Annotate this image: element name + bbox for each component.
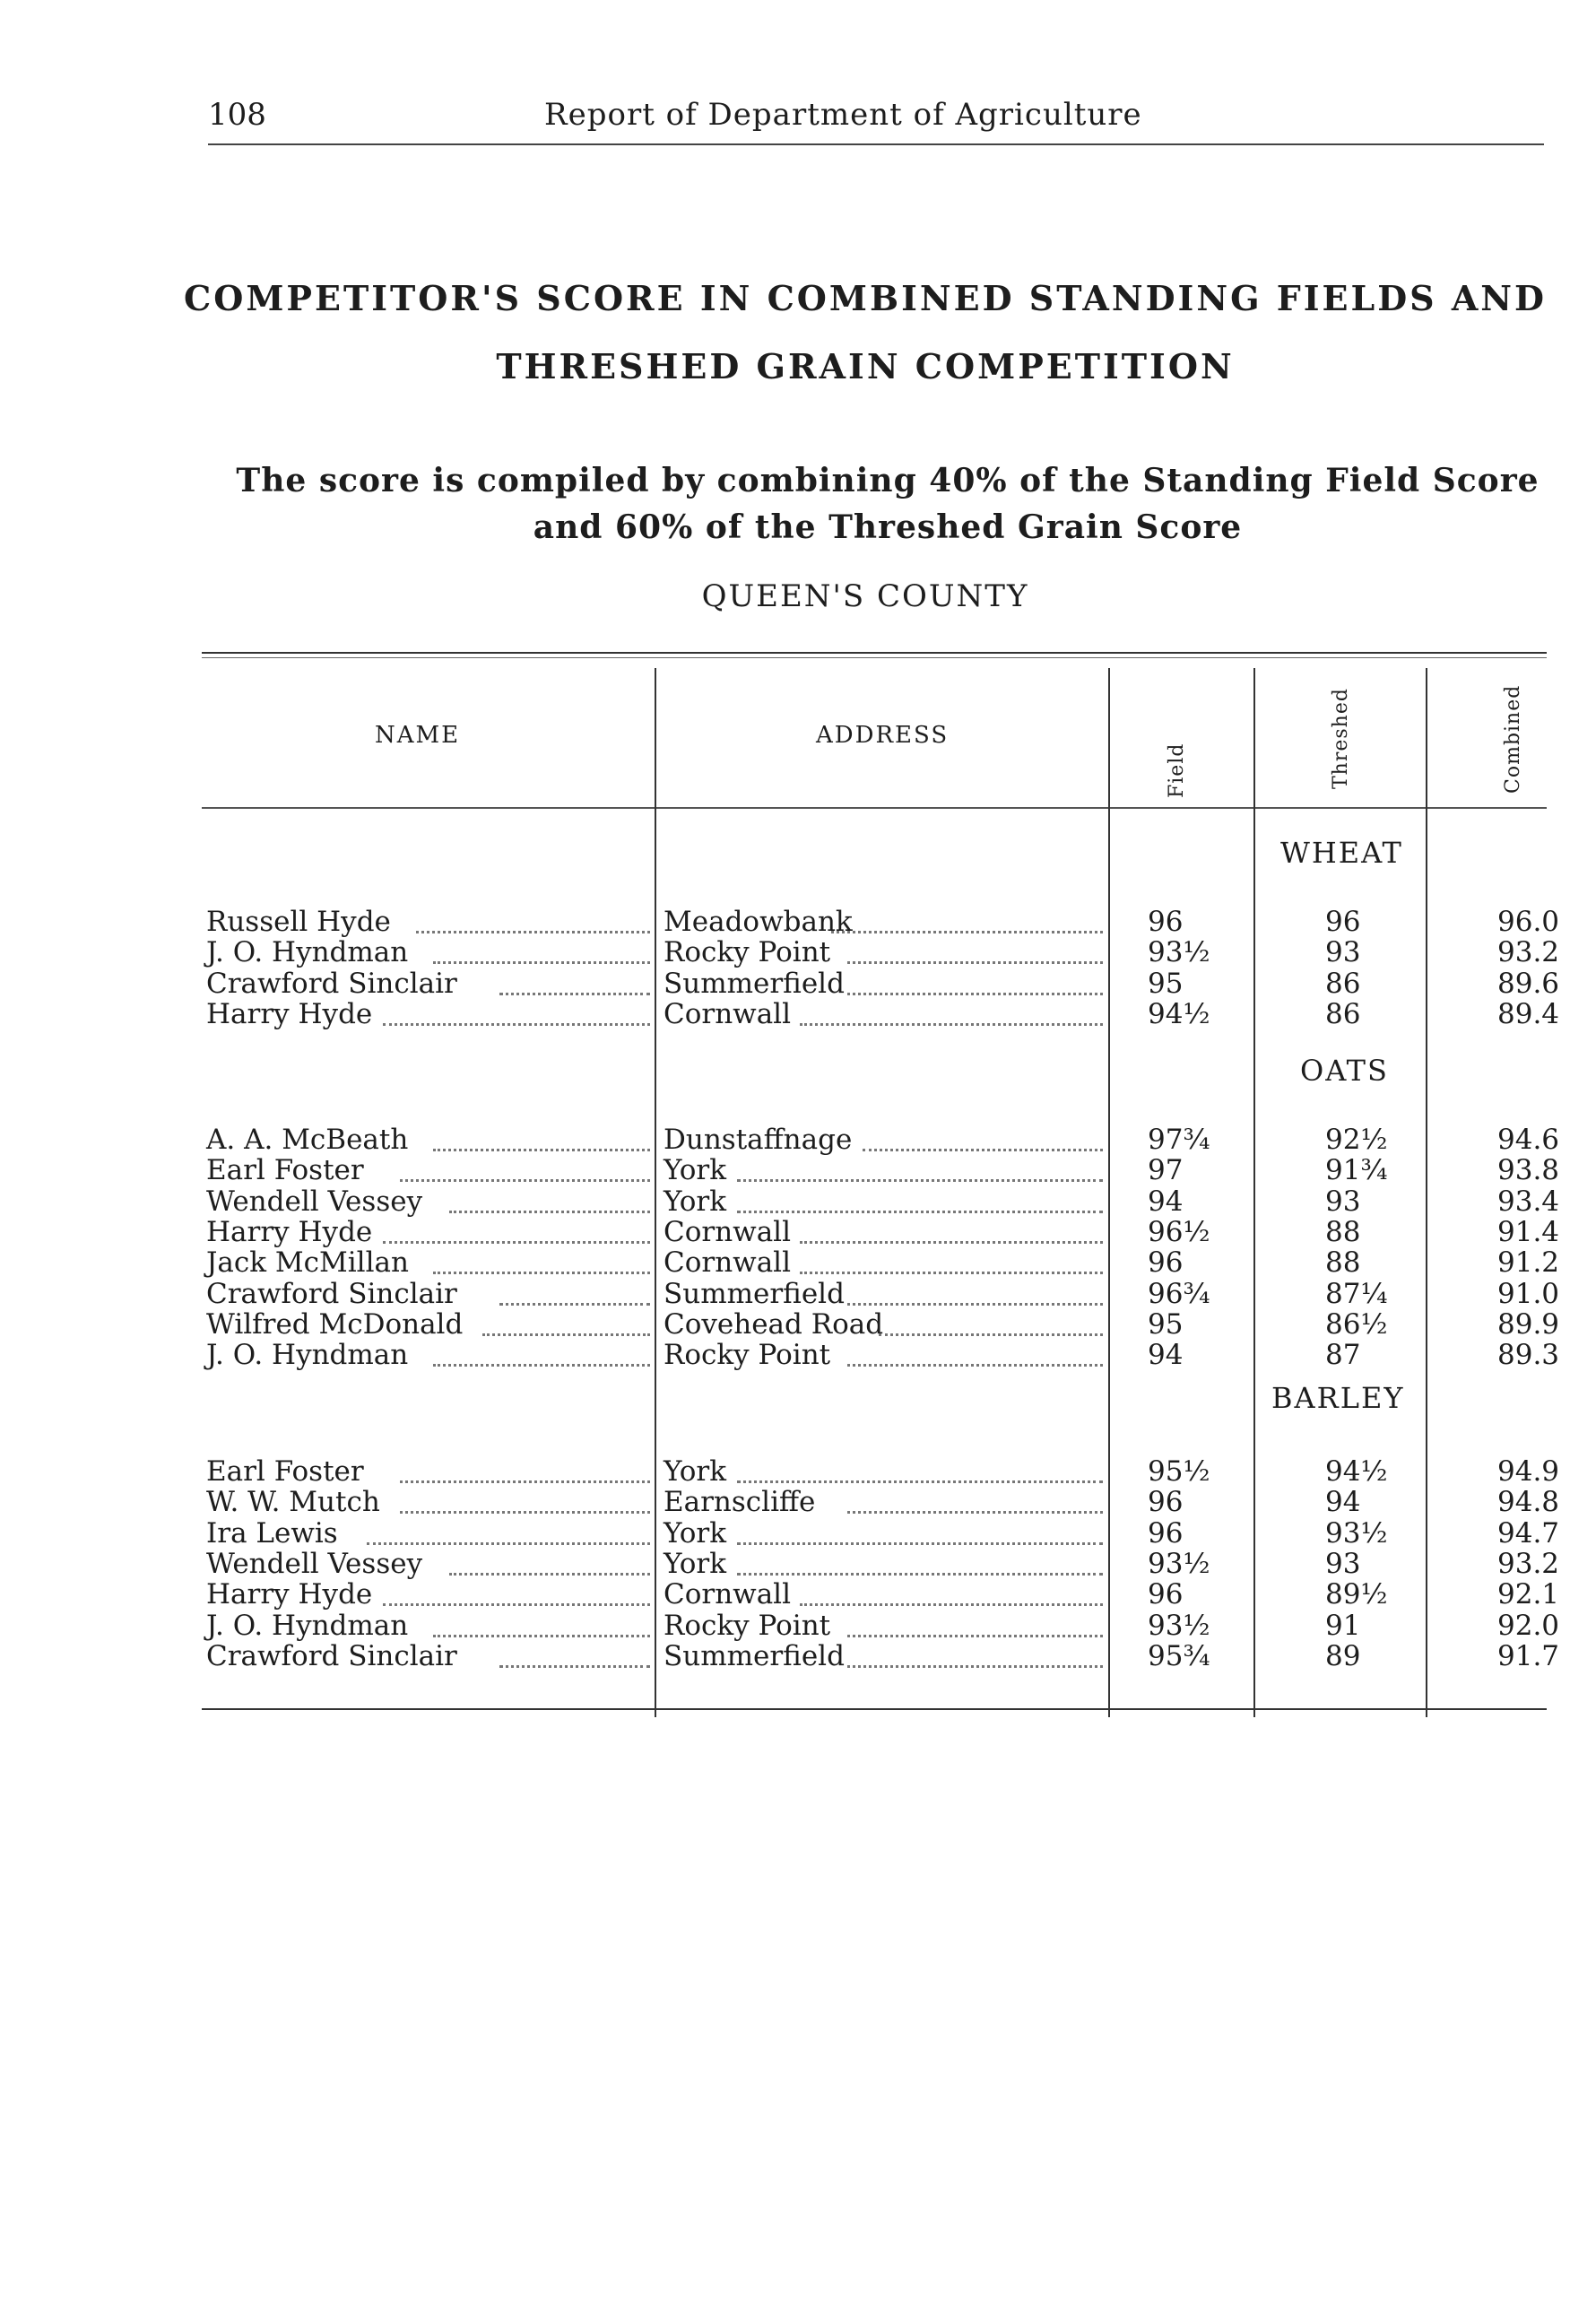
cell-combined: 93.2 (1497, 936, 1560, 968)
cell-threshed: 91 (1325, 1610, 1361, 1642)
table-row (206, 1216, 1560, 1248)
cell-combined: 89.9 (1497, 1308, 1560, 1341)
cell-name: W. W. Mutch (206, 1486, 380, 1518)
leader-dots (367, 1517, 651, 1545)
cell-combined: 96.0 (1497, 906, 1560, 938)
cell-threshed: 94½ (1325, 1455, 1388, 1488)
cell-threshed: 87¼ (1325, 1278, 1388, 1310)
cell-name: Wendell Vessey (206, 1548, 423, 1580)
table-row (206, 1185, 1560, 1218)
section-label: OATS (1300, 1054, 1389, 1088)
cell-name: J. O. Hyndman (206, 1339, 409, 1371)
table-row (206, 968, 1560, 1000)
cell-field: 96 (1148, 906, 1184, 938)
cell-field: 95¾ (1148, 1640, 1210, 1672)
table-top-rule (202, 652, 1547, 654)
cell-name: Wilfred McDonald (206, 1308, 464, 1341)
cell-threshed: 94 (1325, 1486, 1361, 1518)
table-row (206, 1154, 1560, 1186)
leader-dots (847, 1278, 1104, 1306)
cell-address: Cornwall (664, 1246, 792, 1279)
cell-address: Covehead Road (664, 1308, 884, 1341)
table-header-rule (202, 807, 1547, 809)
cell-combined: 92.1 (1497, 1578, 1560, 1610)
leader-dots (800, 998, 1103, 1026)
leader-dots (433, 1610, 651, 1637)
cell-address: York (664, 1517, 727, 1550)
table-row (206, 1278, 1560, 1310)
column-header-field: Field (1166, 742, 1188, 798)
cell-threshed: 96 (1325, 906, 1361, 938)
leader-dots (433, 1246, 651, 1274)
table-top-rule-secondary (202, 657, 1547, 658)
subtitle-line-1: The score is compiled by combining 40% of the Standing Field Score (236, 462, 1540, 499)
cell-address: York (664, 1154, 727, 1186)
cell-threshed: 86 (1325, 968, 1361, 1000)
leader-dots (737, 1185, 1103, 1213)
leader-dots (800, 1578, 1103, 1606)
table-row (206, 1578, 1560, 1610)
cell-field: 96 (1148, 1517, 1184, 1550)
cell-field: 96½ (1148, 1216, 1210, 1248)
cell-threshed: 93 (1325, 936, 1361, 968)
cell-threshed: 86 (1325, 998, 1361, 1030)
cell-address: Cornwall (664, 1578, 792, 1610)
cell-combined: 93.2 (1497, 1548, 1560, 1580)
leader-dots (847, 1640, 1104, 1668)
cell-address: Meadowbank (664, 906, 853, 938)
cell-field: 94 (1148, 1185, 1184, 1218)
cell-threshed: 93 (1325, 1548, 1361, 1580)
table-row (206, 1610, 1560, 1642)
cell-field: 93½ (1148, 936, 1210, 968)
table-row (206, 1339, 1560, 1371)
page-title-line-1: COMPETITOR'S SCORE IN COMBINED STANDING FIELDS AND (184, 278, 1547, 318)
page-number: 108 (208, 97, 266, 133)
cell-name: Harry Hyde (206, 998, 373, 1030)
cell-threshed: 91¾ (1325, 1154, 1388, 1186)
cell-field: 96 (1148, 1486, 1184, 1518)
table-row (206, 1455, 1560, 1488)
county-heading: QUEEN'S COUNTY (701, 578, 1029, 614)
table-bottom-rule (202, 1708, 1547, 1710)
leader-dots (847, 1610, 1104, 1637)
leader-dots (433, 936, 651, 964)
subtitle-line-2: and 60% of the Threshed Grain Score (533, 508, 1243, 546)
cell-name: Ira Lewis (206, 1517, 338, 1550)
leader-dots (800, 1216, 1103, 1244)
cell-name: A. A. McBeath (206, 1124, 409, 1156)
leader-dots (383, 1216, 650, 1244)
cell-name: Crawford Sinclair (206, 1640, 457, 1672)
cell-threshed: 89 (1325, 1640, 1361, 1672)
cell-name: Harry Hyde (206, 1216, 373, 1248)
leader-dots (737, 1154, 1103, 1182)
leader-dots (482, 1308, 650, 1336)
cell-name: Wendell Vessey (206, 1185, 423, 1218)
leader-dots (847, 1339, 1104, 1367)
column-header-combined: Combined (1502, 684, 1524, 794)
cell-threshed: 86½ (1325, 1308, 1388, 1341)
cell-address: Summerfield (664, 1640, 845, 1672)
table-row (206, 1124, 1560, 1156)
leader-dots (879, 1308, 1104, 1336)
leader-dots (416, 906, 650, 933)
leader-dots (400, 1486, 651, 1514)
leader-dots (433, 1339, 651, 1367)
table-row (206, 1486, 1560, 1518)
cell-threshed: 93½ (1325, 1517, 1388, 1550)
running-head (208, 97, 1499, 142)
cell-address: York (664, 1548, 727, 1580)
page-title-line-2: THRESHED GRAIN COMPETITION (496, 346, 1235, 386)
cell-field: 97 (1148, 1154, 1184, 1186)
leader-dots (847, 936, 1104, 964)
cell-combined: 93.4 (1497, 1185, 1560, 1218)
table-row (206, 906, 1560, 938)
cell-name: Earl Foster (206, 1154, 364, 1186)
cell-name: J. O. Hyndman (206, 1610, 409, 1642)
cell-threshed: 88 (1325, 1246, 1361, 1279)
table-row (206, 936, 1560, 968)
leader-dots (863, 1124, 1103, 1151)
cell-address: Rocky Point (664, 1610, 831, 1642)
cell-address: Dunstaffnage (664, 1124, 853, 1156)
leader-dots (499, 1278, 651, 1306)
leader-dots (847, 968, 1104, 995)
leader-dots (400, 1154, 651, 1182)
cell-address: Rocky Point (664, 936, 831, 968)
cell-combined: 91.2 (1497, 1246, 1560, 1279)
header-rule (208, 143, 1544, 145)
cell-field: 97¾ (1148, 1124, 1210, 1156)
cell-address: York (664, 1455, 727, 1488)
cell-combined: 94.6 (1497, 1124, 1560, 1156)
leader-dots (800, 1246, 1103, 1274)
cell-field: 95½ (1148, 1455, 1210, 1488)
table-row (206, 998, 1560, 1030)
cell-combined: 91.4 (1497, 1216, 1560, 1248)
table-row (206, 1517, 1560, 1550)
leader-dots (847, 1486, 1104, 1514)
column-header-name: NAME (375, 722, 461, 749)
column-header-address: ADDRESS (816, 722, 950, 749)
leader-dots (737, 1548, 1103, 1576)
cell-combined: 89.3 (1497, 1339, 1560, 1371)
cell-name: Jack McMillan (206, 1246, 409, 1279)
subtitle (233, 457, 1542, 551)
cell-combined: 94.7 (1497, 1517, 1560, 1550)
cell-name: Crawford Sinclair (206, 968, 457, 1000)
cell-combined: 94.8 (1497, 1486, 1560, 1518)
section-label: BARLEY (1271, 1381, 1405, 1415)
cell-field: 94½ (1148, 998, 1210, 1030)
cell-address: Summerfield (664, 1278, 845, 1310)
cell-combined: 92.0 (1497, 1610, 1560, 1642)
leader-dots (383, 1578, 650, 1606)
cell-address: Rocky Point (664, 1339, 831, 1371)
leader-dots (383, 998, 650, 1026)
cell-address: Cornwall (664, 998, 792, 1030)
table-row (206, 1246, 1560, 1279)
cell-name: Harry Hyde (206, 1578, 373, 1610)
leader-dots (400, 1455, 651, 1483)
cell-combined: 91.7 (1497, 1640, 1560, 1672)
leader-dots (737, 1455, 1103, 1483)
table-row (206, 1548, 1560, 1580)
cell-name: J. O. Hyndman (206, 936, 409, 968)
leader-dots (737, 1517, 1103, 1545)
cell-combined: 89.4 (1497, 998, 1560, 1030)
cell-combined: 94.9 (1497, 1455, 1560, 1488)
cell-address: Summerfield (664, 968, 845, 1000)
cell-field: 95 (1148, 1308, 1184, 1341)
leader-dots (433, 1124, 651, 1151)
cell-field: 94 (1148, 1339, 1184, 1371)
cell-combined: 91.0 (1497, 1278, 1560, 1310)
leader-dots (499, 1640, 651, 1668)
cell-threshed: 88 (1325, 1216, 1361, 1248)
cell-field: 96¾ (1148, 1278, 1210, 1310)
cell-field: 95 (1148, 968, 1184, 1000)
cell-address: York (664, 1185, 727, 1218)
leader-dots (499, 968, 651, 995)
cell-address: Cornwall (664, 1216, 792, 1248)
leader-dots (449, 1548, 650, 1576)
cell-threshed: 93 (1325, 1185, 1361, 1218)
table-row (206, 1640, 1560, 1672)
cell-combined: 93.8 (1497, 1154, 1560, 1186)
cell-threshed: 89½ (1325, 1578, 1388, 1610)
running-title: Report of Department of Agriculture (544, 97, 1142, 133)
cell-name: Russell Hyde (206, 906, 391, 938)
table-row (206, 1308, 1560, 1341)
cell-field: 96 (1148, 1246, 1184, 1279)
cell-field: 96 (1148, 1578, 1184, 1610)
column-header-threshed: Threshed (1330, 688, 1352, 789)
cell-name: Crawford Sinclair (206, 1278, 457, 1310)
cell-threshed: 87 (1325, 1339, 1361, 1371)
cell-field: 93½ (1148, 1610, 1210, 1642)
cell-field: 93½ (1148, 1548, 1210, 1580)
leader-dots (449, 1185, 650, 1213)
section-label: WHEAT (1280, 836, 1403, 870)
cell-address: Earnscliffe (664, 1486, 816, 1518)
leader-dots (831, 906, 1103, 933)
cell-name: Earl Foster (206, 1455, 364, 1488)
cell-combined: 89.6 (1497, 968, 1560, 1000)
cell-threshed: 92½ (1325, 1124, 1388, 1156)
